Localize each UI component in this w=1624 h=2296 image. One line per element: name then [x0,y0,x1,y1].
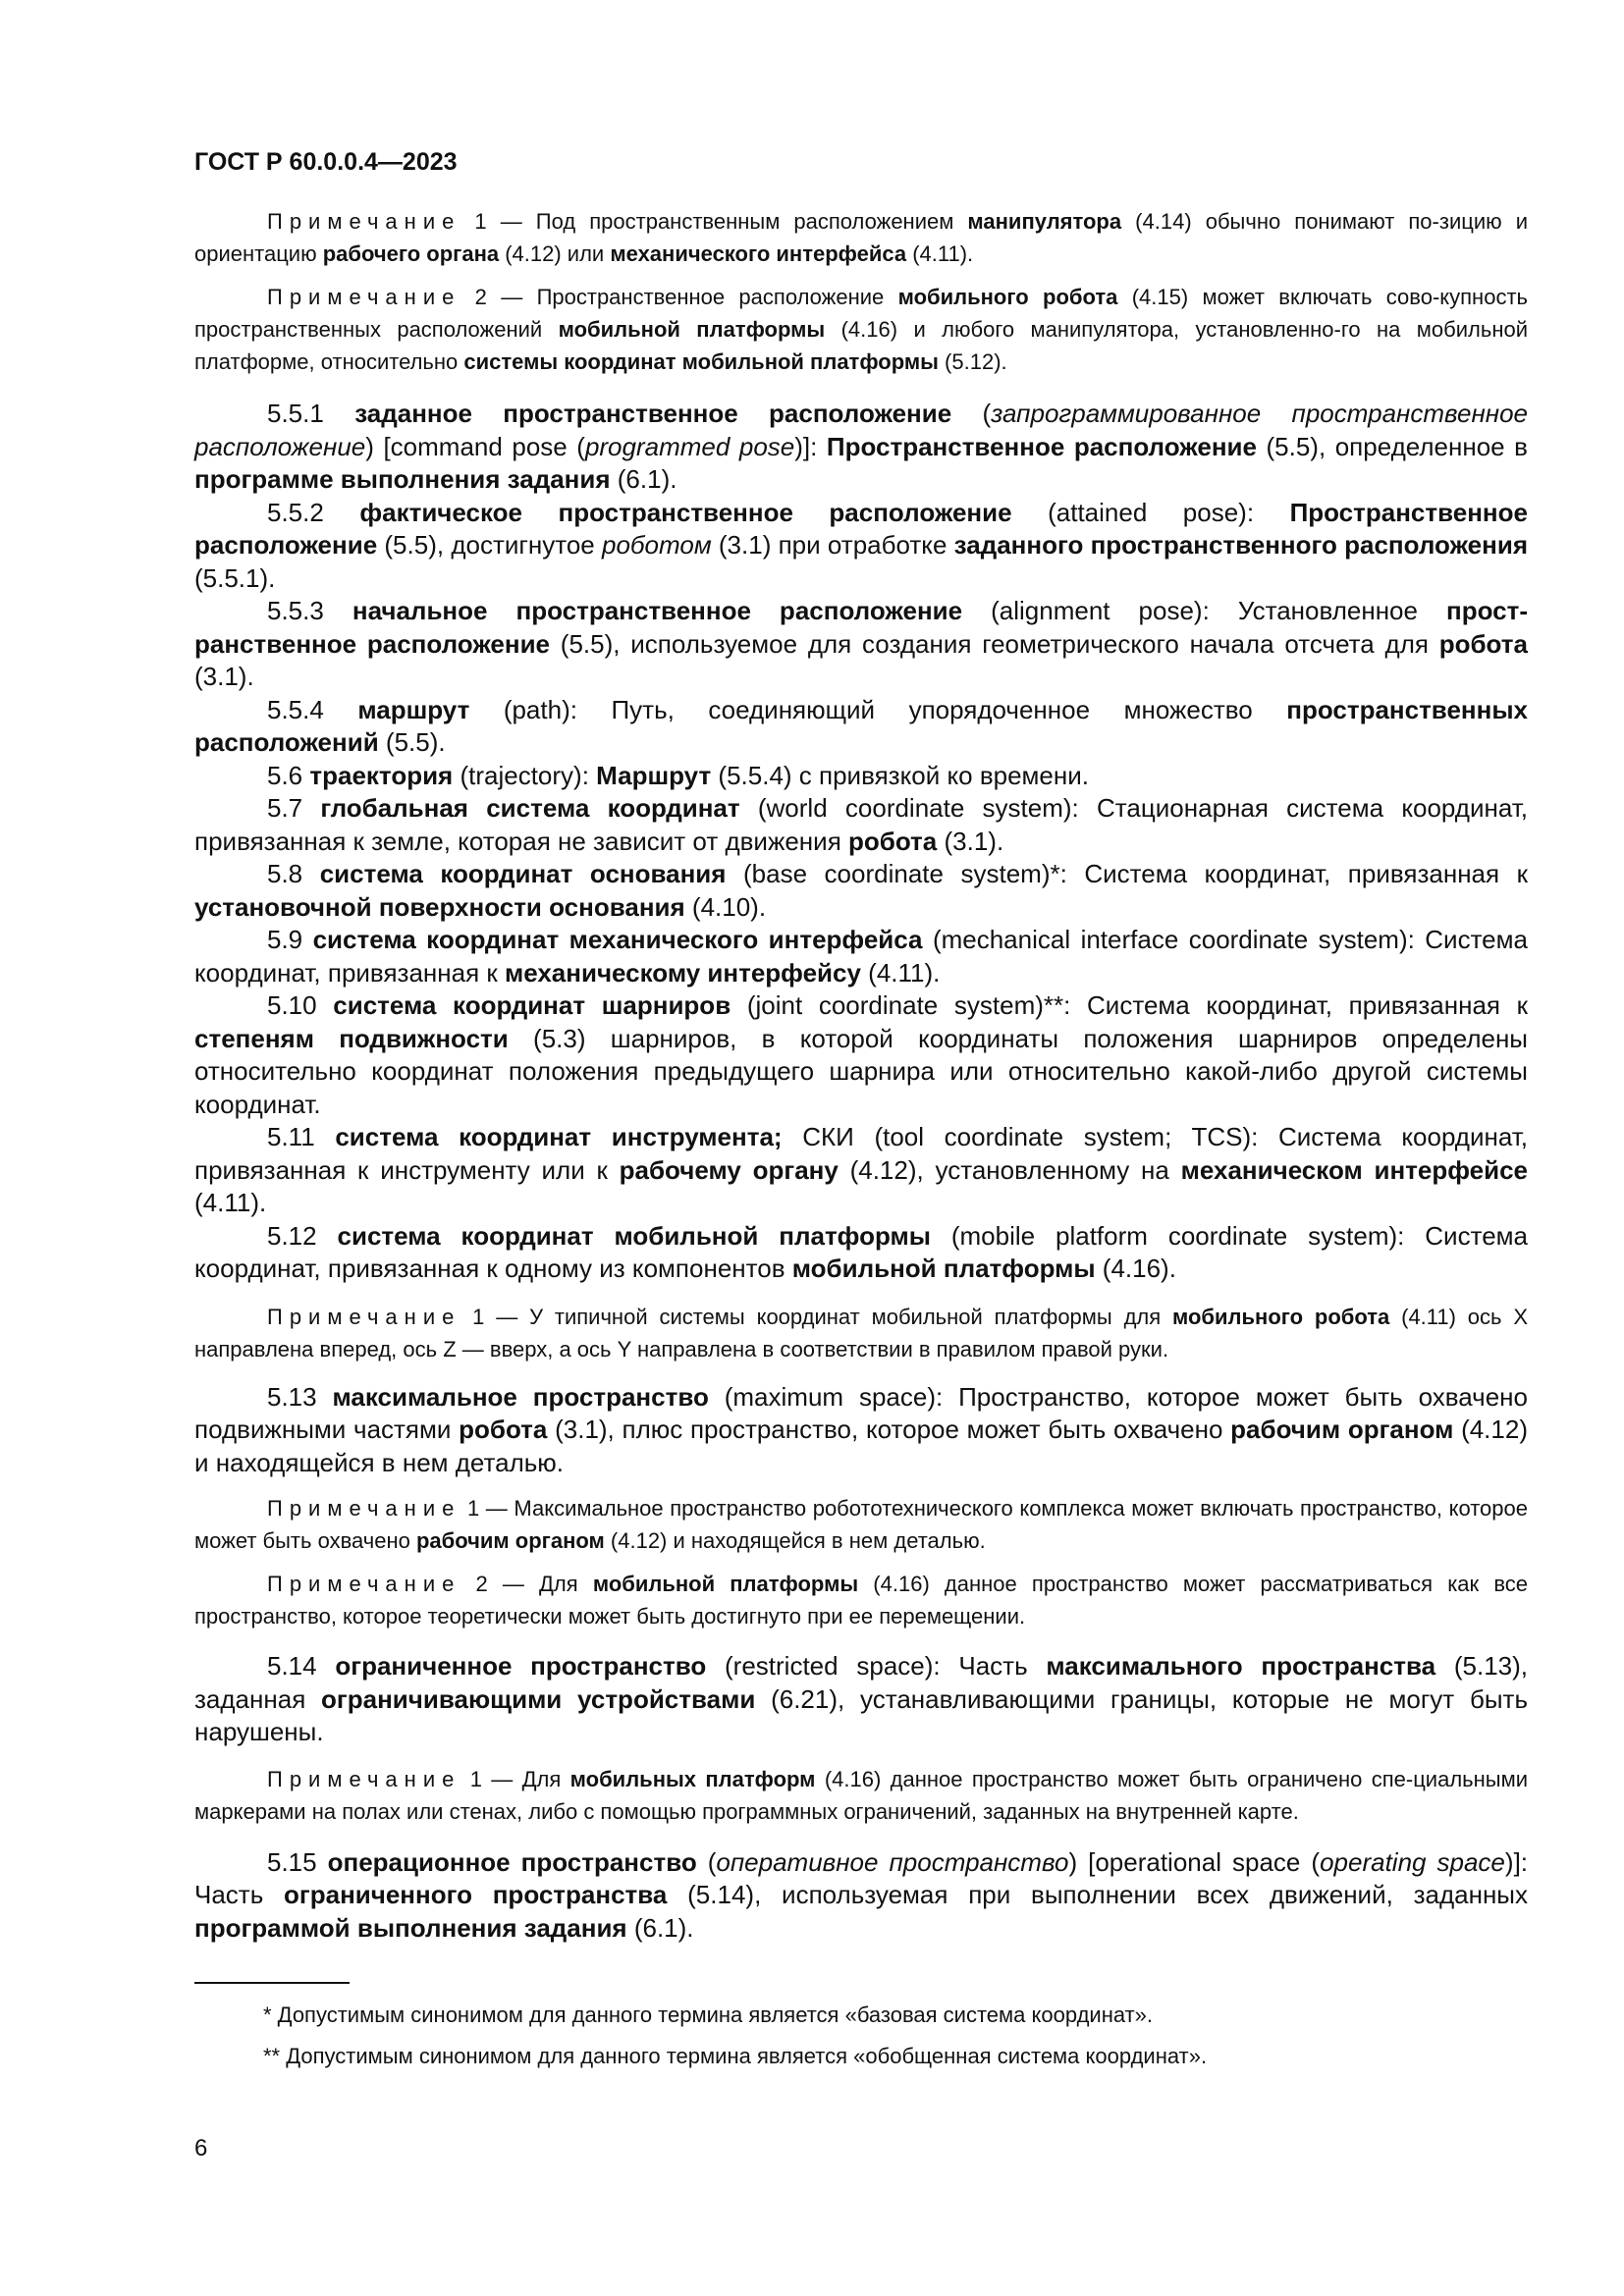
footnote-2: ** Допустимым синонимом для данного термина является «обобщенная система координат». [263,2044,1208,2068]
term-5-13: 5.13 максимальное пространство (maximum space): Пространство, которое может быть охвачено подвижными частями робота (3.1), плюс пространство, которое может быть охвачено рабочим органом (4.12) и находящейся в нем деталью. [194,1381,1528,1477]
note-pose-mobile-robot: Примечание 2 — Пространственное расположение мобильного робота (4.15) может включать сово-купность пространственных расположений мобильной платформы (4.16) и любого манипулятора, установленно-го на мобильной платформе, относительно системы координат мобильной платформы (5.12). [194,285,1528,374]
document-page [194,147,1528,2072]
term-5-15: 5.15 операционное пространство (оперативное пространство) [operational space (operating space)]: Часть ограниченного пространства (5.14), используемая при выполнении всех движений, заданных программой выполнения задания (6.1). [194,1846,1529,1943]
term-5-5-2: 5.5.2 фактическое пространственное расположение (attained pose): Пространственное расположение (5.5), достигнутое роботом (3.1) при отработке заданного пространственного расположения (5.5.1). [194,497,1528,593]
term-5-10: 5.10 система координат шарниров (joint coordinate system)**: Система координат, привязанная к степеням подвижности (5.3) шарниров, в которой координаты положения шарниров определены относительно координат положения предыдущего шарнира или относительно какой-либо другой системы координат. [194,990,1529,1119]
term-5-6: 5.6 траектория (trajectory): Маршрут (5.5.4) с привязкой ко времени. [267,760,1089,790]
term-5-11: 5.11 система координат инструмента; СКИ (tool coordinate system; TCS): Система координат, привязанная к инструменту или к рабочему органу (4.12), установленному на механическом интерфейсе (4.11). [194,1122,1529,1217]
note-maximum-space-2: Примечание 2 — Для мобильной платформы (4.16) данное пространство может рассматриваться как все пространство, которое теоретически может быть достигнуто при ее перемещении. [194,1572,1528,1629]
term-5-9: 5.9 система координат механического интерфейса (mechanical interface coordinate system): Система координат, привязанная к механическому интерфейсу (4.11). [194,925,1528,988]
term-5-7: 5.7 глобальная система координат (world coordinate system): Стационарная система координат, привязанная к земле, которая не зависит от движения робота (3.1). [194,793,1528,856]
note-pose-manipulator: Примечание 1 — Под пространственным расположением манипулятора (4.14) обычно понимают по-зицию и ориентацию рабочего органа (4.12) или механического интерфейса (4.11). [194,209,1528,266]
footnote-1: * Допустимым синонимом для данного термина является «базовая система координат». [263,2002,1154,2027]
note-mobile-platform-axes: Примечание 1 — У типичной системы координат мобильной платформы для мобильного робота (4.11) ось X направлена вперед, ось Z — вверх, а ось Y направлена в соответствии в правилом правой руки. [194,1304,1529,1362]
term-5-12: 5.12 система координат мобильной платформы (mobile platform coordinate system): Система координат, привязанная к одному из компонентов мобильной платформы (4.16). [194,1220,1528,1283]
note-restricted-space: Примечание 1 — Для мобильных платформ (4.16) данное пространство может быть ограничено спе-циальными маркерами на полах или стенах, либо с помощью программных ограничений, заданных на внутренней карте. [194,1766,1528,1824]
term-5-8: 5.8 система координат основания (base coordinate system)*: Система координат, привязанная к установочной поверхности основания (4.10). [194,859,1528,922]
note-maximum-space-1: Примечание 1 — Максимальное пространство робототехнического комплекса может включать пространство, которое может быть охвачено рабочим органом (4.12) и находящейся в нем деталью. [194,1496,1528,1553]
term-5-5-4: 5.5.4 маршрут (path): Путь, соединяющий упорядоченное множество пространственных расположений (5.5). [194,694,1528,757]
term-5-5-3: 5.5.3 начальное пространственное расположение (alignment pose): Установленное прост-ранственное расположение (5.5), используемое для создания геометрического начала отсчета для робота (3.1). [194,596,1528,691]
document-header: ГОСТ Р 60.0.0.4—2023 [194,148,458,176]
term-5-14: 5.14 ограниченное пространство (restricted space): Часть максимального пространства (5.13), заданная ограничивающими устройствами (6.21), устанавливающими границы, которые не могут быть нарушены. [194,1651,1529,1746]
page-number: 6 [194,2135,208,2162]
term-5-5-1: 5.5.1 заданное пространственное расположение (запрограммированное пространственное расположение) [command pose (programmed pose)]: Пространственное расположение (5.5), определенное в программе выполнения задания (6.1). [194,399,1528,494]
